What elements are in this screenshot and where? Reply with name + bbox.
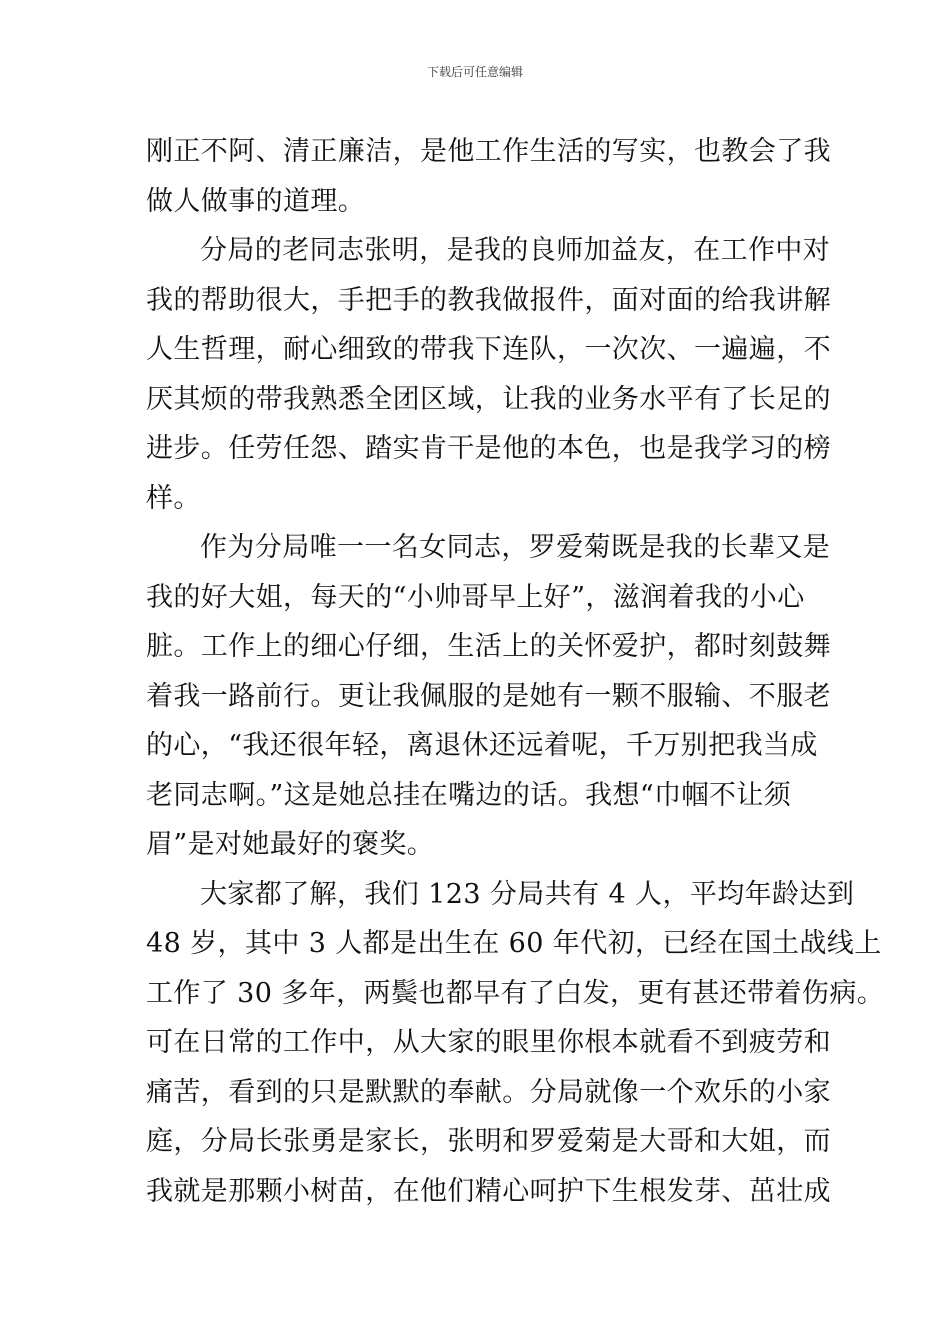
text-line: 着我一路前行。更让我佩服的是她有一颗不服输、不服老	[146, 680, 831, 712]
text-line: 样。	[146, 482, 201, 514]
text-line: 刚正不阿、清正廉洁，是他工作生活的写实，也教会了我	[146, 136, 831, 167]
text-line: 的心，“我还很年轻，离退休还远着呢，千万别把我当成	[146, 730, 818, 761]
text-line: 眉”是对她最好的褒奖。	[146, 829, 435, 860]
text-line: 人生哲理，耐心细致的带我下连队，一次次、一遍遍，不	[146, 334, 831, 365]
paragraph-start-line: 作为分局唯一一名女同志，罗爱菊既是我的长辈又是	[200, 532, 831, 563]
text-line: 我就是那颗小树苗，在他们精心呵护下生根发芽、茁壮成	[146, 1175, 831, 1207]
text-line: 痛苦，看到的只是默默的奉献。分局就像一个欢乐的小家	[146, 1076, 831, 1108]
paragraph-start-line: 大家都了解，我们 123 分局共有 4 人，平均年龄达到	[200, 878, 855, 910]
text-line: 老同志啊。”这是她总挂在嘴边的话。我想“巾帼不让须	[146, 779, 792, 811]
text-line: 进步。任劳任怨、踏实肯干是他的本色，也是我学习的榜	[146, 433, 831, 464]
text-line: 我的好大姐，每天的“小帅哥早上好”，滋润着我的小心	[146, 581, 805, 613]
page-header: 下载后可任意编辑	[426, 65, 523, 79]
text-line: 48 岁，其中 3 人都是出生在 60 年代初，已经在国土战线上	[146, 928, 882, 959]
text-line: 脏。工作上的细心仔细，生活上的关怀爱护，都时刻鼓舞	[146, 631, 831, 662]
text-line: 工作了 30 多年，两鬓也都早有了白发，更有甚还带着伤病。	[146, 977, 885, 1009]
text-line: 做人做事的道理。	[146, 185, 366, 217]
text-line: 可在日常的工作中，从大家的眼里你根本就看不到疲劳和	[146, 1027, 831, 1058]
text-line: 我的帮助很大，手把手的教我做报件，面对面的给我讲解	[146, 284, 831, 316]
text-line: 庭，分局长张勇是家长，张明和罗爱菊是大哥和大姐，而	[146, 1126, 831, 1157]
document-body	[146, 127, 885, 1216]
text-line: 厌其烦的带我熟悉全团区域，让我的业务水平有了长足的	[146, 383, 831, 415]
paragraph-start-line: 分局的老同志张明，是我的良师加益友，在工作中对	[200, 235, 831, 266]
